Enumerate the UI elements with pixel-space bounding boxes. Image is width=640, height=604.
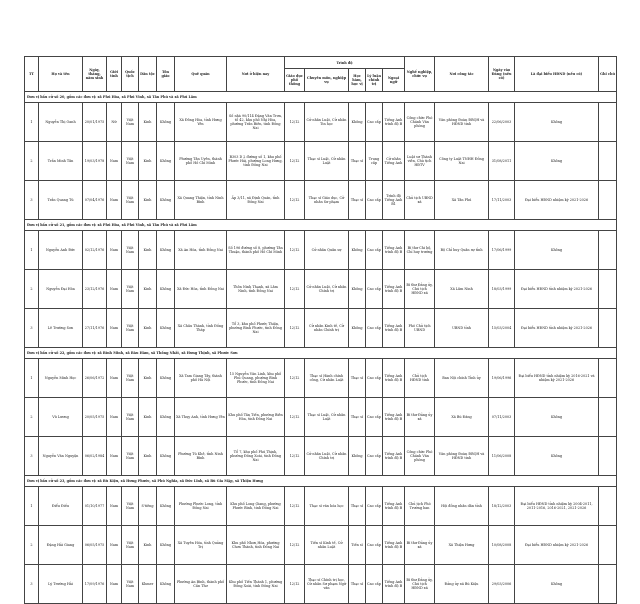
candidate-row bbox=[25, 103, 617, 142]
cell-dob: 23/12/1976 bbox=[83, 270, 107, 309]
cell-hometown: Xã Đông Hòa, tỉnh Hưng Yên bbox=[175, 103, 227, 142]
cell-general: 12/12 bbox=[285, 487, 305, 526]
col-residence: Nơi ở hiện nay bbox=[227, 57, 285, 92]
cell-ethnic: Kinh bbox=[139, 437, 157, 476]
cell-notes bbox=[599, 487, 617, 526]
cell-dob: 19/03/1978 bbox=[83, 142, 107, 181]
cell-language: Tiếng Anh trình độ B bbox=[383, 526, 405, 565]
cell-name: Lý Trường Hải bbox=[39, 565, 83, 604]
cell-gender: Nam bbox=[107, 487, 122, 526]
cell-workplace: Công ty Luật TNHH Đồng Nai bbox=[435, 142, 489, 181]
cell-notes bbox=[599, 270, 617, 309]
col-degree: Học hàm, học vị bbox=[349, 69, 366, 92]
cell-hometown: Xã Thụy Anh, tỉnh Hưng Yên bbox=[175, 398, 227, 437]
cell-specialty: Thạc sĩ Luật, Cử nhân Luật bbox=[305, 398, 349, 437]
cell-name: Đặng Hải Giang bbox=[39, 526, 83, 565]
cell-party-date: 10/08/2008 bbox=[489, 526, 515, 565]
cell-council: Không bbox=[515, 103, 599, 142]
cell-hometown: Xã Tam Giang Tây, thành phố Hà Nội bbox=[175, 359, 227, 398]
cell-politics: Cao cấp bbox=[366, 103, 383, 142]
cell-stt: 1 bbox=[25, 103, 39, 142]
candidate-table bbox=[24, 56, 617, 604]
cell-council: Không bbox=[515, 398, 599, 437]
cell-dob: 02/12/1976 bbox=[83, 231, 107, 270]
cell-specialty: Thạc sĩ Luật, Cử nhân Luật bbox=[305, 142, 349, 181]
cell-religion: Không bbox=[157, 231, 175, 270]
cell-ethnic: Kinh bbox=[139, 270, 157, 309]
cell-nationality: Việt Nam bbox=[122, 231, 139, 270]
cell-occupation: Công chức Phó Chánh Văn phòng bbox=[405, 437, 435, 476]
cell-party-date: 29/03/2006 bbox=[489, 565, 515, 604]
cell-workplace: Đảng ủy xã Bù Kiệu bbox=[435, 565, 489, 604]
cell-degree: Tiến sĩ bbox=[349, 526, 366, 565]
cell-religion: Không bbox=[157, 270, 175, 309]
cell-council: Không bbox=[515, 565, 599, 604]
cell-gender: Nam bbox=[107, 398, 122, 437]
cell-nationality: Việt Nam bbox=[122, 181, 139, 220]
cell-hometown: Phường An Bình, thành phố Cần Thơ bbox=[175, 565, 227, 604]
cell-specialty: Thạc sĩ Giáo dục, Cử nhân Sư phạm bbox=[305, 181, 349, 220]
cell-stt: 3 bbox=[25, 181, 39, 220]
cell-ethnic: Kinh bbox=[139, 103, 157, 142]
cell-religion: Không bbox=[157, 437, 175, 476]
cell-ethnic: Kinh bbox=[139, 231, 157, 270]
cell-religion: Không bbox=[157, 565, 175, 604]
cell-nationality: Việt Nam bbox=[122, 526, 139, 565]
cell-notes bbox=[599, 103, 617, 142]
cell-workplace: Xã Lâm Ninh bbox=[435, 270, 489, 309]
cell-nationality: Việt Nam bbox=[122, 309, 139, 348]
cell-politics: Cao cấp bbox=[366, 437, 383, 476]
cell-dob: 20/01/1975 bbox=[83, 103, 107, 142]
cell-council: Đại biểu HĐND tỉnh nhiệm kỳ 2021-2026 bbox=[515, 270, 599, 309]
cell-religion: Không bbox=[157, 487, 175, 526]
cell-gender: Nam bbox=[107, 565, 122, 604]
cell-council: Đại biểu HĐND nhiệm kỳ 2021-2026 bbox=[515, 181, 599, 220]
cell-party-date: 19/06/1996 bbox=[489, 359, 515, 398]
col-workplace: Nơi công tác bbox=[435, 57, 489, 92]
constituency-title: Đơn vị bầu cử số 21, gồm các đơn vị: xã Phú Hòa, xã Phú Vinh, xã Tân Phú và xã Phú Lâm bbox=[25, 220, 617, 231]
cell-party-date: 31/08/2011 bbox=[489, 142, 515, 181]
cell-nationality: Việt Nam bbox=[122, 398, 139, 437]
cell-council: Không bbox=[515, 231, 599, 270]
cell-gender: Nam bbox=[107, 437, 122, 476]
candidate-row bbox=[25, 309, 617, 348]
cell-specialty: Cử nhân Luật, Cử nhân Chính trị bbox=[305, 437, 349, 476]
cell-stt: 2 bbox=[25, 270, 39, 309]
cell-workplace: Văn phòng Đoàn ĐBQH và HĐND tỉnh bbox=[435, 437, 489, 476]
cell-gender: Nữ bbox=[107, 103, 122, 142]
cell-ethnic: S'tiêng bbox=[139, 487, 157, 526]
constituency-row bbox=[25, 476, 617, 487]
cell-degree: Không bbox=[349, 437, 366, 476]
cell-gender: Nam bbox=[107, 231, 122, 270]
cell-name: Trần Minh Tân bbox=[39, 142, 83, 181]
cell-dob: 06/05/1975 bbox=[83, 526, 107, 565]
cell-gender: Nam bbox=[107, 142, 122, 181]
cell-occupation: Chủ tịch HĐND tỉnh bbox=[405, 359, 435, 398]
cell-language: Tiếng Anh trình độ B bbox=[383, 231, 405, 270]
cell-religion: Không bbox=[157, 142, 175, 181]
cell-politics: Cao cấp bbox=[366, 398, 383, 437]
col-party-date: Ngày vào Đảng (nếu có) bbox=[489, 57, 515, 92]
cell-language: Tiếng Anh trình độ B bbox=[383, 359, 405, 398]
cell-occupation: Bí thư Đảng ủy, Chủ tịch HĐND xã bbox=[405, 565, 435, 604]
col-dob: Ngày, tháng, năm sinh bbox=[83, 57, 107, 92]
cell-council: Đại biểu HĐND tỉnh nhiệm kỳ 2016-2021 và nhiệm kỳ 2021-2026 bbox=[515, 359, 599, 398]
cell-specialty: Cử nhân Luật, Cử nhân Tin học bbox=[305, 103, 349, 142]
col-council: Là đại biểu HĐND (nếu có) bbox=[515, 57, 599, 92]
cell-degree: Thạc sĩ bbox=[349, 142, 366, 181]
table-header bbox=[25, 57, 617, 92]
cell-gender: Nam bbox=[107, 270, 122, 309]
cell-religion: Không bbox=[157, 359, 175, 398]
cell-general: 12/12 bbox=[285, 270, 305, 309]
cell-general: 12/12 bbox=[285, 437, 305, 476]
cell-politics: Cao cấp bbox=[366, 309, 383, 348]
cell-party-date: 18/12/2003 bbox=[489, 487, 515, 526]
cell-workplace: Xã Thiện Hưng bbox=[435, 526, 489, 565]
cell-gender: Nam bbox=[107, 359, 122, 398]
cell-name: Nguyễn Thị Oanh bbox=[39, 103, 83, 142]
col-gender: Giới tính bbox=[107, 57, 122, 92]
cell-residence: Thôn Ninh Thạnh, xã Lâm Ninh, tỉnh Đồng Nai bbox=[227, 270, 285, 309]
cell-nationality: Việt Nam bbox=[122, 487, 139, 526]
cell-stt: 1 bbox=[25, 487, 39, 526]
cell-occupation: Bí thư Đảng ủy xã bbox=[405, 526, 435, 565]
cell-party-date: 17/06/1999 bbox=[489, 231, 515, 270]
col-education-group: Trình độ bbox=[285, 57, 405, 69]
cell-party-date: 22/06/2003 bbox=[489, 103, 515, 142]
cell-general: 12/12 bbox=[285, 309, 305, 348]
cell-residence: Ấp 3/11, xã Định Quán, tỉnh Đồng Nai bbox=[227, 181, 285, 220]
table-body bbox=[25, 92, 617, 604]
cell-residence: Khu phố Nhơn Hòa, phường Chơn Thành, tỉnh Đồng Nai bbox=[227, 526, 285, 565]
cell-religion: Không bbox=[157, 526, 175, 565]
cell-workplace: Xã Bù Đăng bbox=[435, 398, 489, 437]
cell-occupation: Bí thư Đảng ủy xã bbox=[405, 398, 435, 437]
cell-hometown: Phường Tú Khê, tỉnh Ninh Bình bbox=[175, 437, 227, 476]
cell-residence: Khu phố Tân Tiến, phường Biên Hòa, tỉnh Đồng Nai bbox=[227, 398, 285, 437]
col-notes: Ghi chú bbox=[599, 57, 617, 92]
cell-degree: Thạc sĩ bbox=[349, 181, 366, 220]
cell-name: Nguyễn Minh Học bbox=[39, 359, 83, 398]
cell-politics: Cao cấp bbox=[366, 487, 383, 526]
cell-stt: 3 bbox=[25, 309, 39, 348]
cell-general: 12/12 bbox=[285, 231, 305, 270]
constituency-title: Đơn vị bầu cử số 20, gồm các đơn vị: xã Phú Hòa, xã Phú Vinh, xã Tân Phú và xã Phú Lâm bbox=[25, 92, 617, 103]
col-general-edu: Giáo dục phổ thông bbox=[285, 69, 305, 92]
cell-language: Tiếng Anh trình độ B bbox=[383, 103, 405, 142]
candidate-row bbox=[25, 270, 617, 309]
cell-ethnic: Kinh bbox=[139, 398, 157, 437]
cell-notes bbox=[599, 526, 617, 565]
col-specialty: Chuyên môn, nghiệp vụ bbox=[305, 69, 349, 92]
cell-dob: 07/04/1976 bbox=[83, 181, 107, 220]
cell-workplace: UBND tỉnh bbox=[435, 309, 489, 348]
candidate-row bbox=[25, 142, 617, 181]
constituency-row bbox=[25, 220, 617, 231]
cell-hometown: Xã Châu Thành, tỉnh Đồng Tháp bbox=[175, 309, 227, 348]
cell-dob: 26/06/1972 bbox=[83, 359, 107, 398]
constituency-row bbox=[25, 92, 617, 103]
cell-stt: 2 bbox=[25, 526, 39, 565]
col-politics: Lý luận chính trị bbox=[366, 69, 383, 92]
cell-stt: 3 bbox=[25, 437, 39, 476]
cell-stt: 3 bbox=[25, 565, 39, 604]
col-occupation: Nghề nghiệp, chức vụ bbox=[405, 57, 435, 92]
cell-degree: Thạc sĩ bbox=[349, 398, 366, 437]
cell-residence: Khu phố Tiến Thành 1, phường Đồng Xoài, tỉnh Đồng Nai bbox=[227, 565, 285, 604]
cell-degree: Không bbox=[349, 309, 366, 348]
cell-workplace: Hội đồng nhân dân tỉnh bbox=[435, 487, 489, 526]
cell-nationality: Việt Nam bbox=[122, 359, 139, 398]
cell-nationality: Việt Nam bbox=[122, 565, 139, 604]
cell-name: Điểu Điều bbox=[39, 487, 83, 526]
cell-ethnic: Khmer bbox=[139, 565, 157, 604]
cell-ethnic: Kinh bbox=[139, 359, 157, 398]
cell-occupation: Phó Chủ tịch UBND bbox=[405, 309, 435, 348]
cell-residence: B303 D 2 đường số 1, khu phố Phước Hải, phường Long Hưng, tỉnh Đồng Nai bbox=[227, 142, 285, 181]
cell-specialty: Tiến sĩ Kinh tế, Cử nhân Luật bbox=[305, 526, 349, 565]
cell-ethnic: Kinh bbox=[139, 181, 157, 220]
cell-language: Tiếng Anh trình độ B bbox=[383, 487, 405, 526]
cell-hometown: Phường Tân Uyên, thành phố Hồ Chí Minh bbox=[175, 142, 227, 181]
cell-language: Cử nhân Tiếng Anh bbox=[383, 142, 405, 181]
cell-general: 12/12 bbox=[285, 526, 305, 565]
cell-specialty: Cử nhân Kinh tế, Cử nhân Chính trị bbox=[305, 309, 349, 348]
candidate-row bbox=[25, 398, 617, 437]
cell-nationality: Việt Nam bbox=[122, 437, 139, 476]
cell-politics: Cao cấp bbox=[366, 565, 383, 604]
cell-party-date: 17/11/2003 bbox=[489, 181, 515, 220]
cell-council: Đại biểu HĐND tỉnh nhiệm kỳ 2004-2011, 2011-2016, 2016-2021, 2021-2026 bbox=[515, 487, 599, 526]
cell-dob: 20/05/1975 bbox=[83, 398, 107, 437]
cell-general: 12/12 bbox=[285, 565, 305, 604]
cell-notes bbox=[599, 231, 617, 270]
candidate-row bbox=[25, 487, 617, 526]
cell-residence: Số 196 đường số 8, phường Tân Thuận, thành phố Hồ Chí Minh bbox=[227, 231, 285, 270]
cell-name: Nguyễn Anh Đức bbox=[39, 231, 83, 270]
cell-hometown: Xã An Hòa, tỉnh Đồng Nai bbox=[175, 231, 227, 270]
cell-specialty: Cử nhân Quân sự bbox=[305, 231, 349, 270]
cell-gender: Nam bbox=[107, 526, 122, 565]
candidate-row bbox=[25, 437, 617, 476]
candidate-row bbox=[25, 526, 617, 565]
cell-religion: Không bbox=[157, 309, 175, 348]
cell-council: Đại biểu HĐND nhiệm kỳ 2021-2026 bbox=[515, 526, 599, 565]
cell-stt: 1 bbox=[25, 359, 39, 398]
cell-general: 12/12 bbox=[285, 142, 305, 181]
cell-occupation: Bí thư Đảng ủy, Chủ tịch HĐND xã bbox=[405, 270, 435, 309]
cell-politics: Cao cấp bbox=[366, 181, 383, 220]
cell-notes bbox=[599, 398, 617, 437]
cell-notes bbox=[599, 359, 617, 398]
cell-language: Tiếng Anh trình độ B bbox=[383, 398, 405, 437]
cell-degree: Không bbox=[349, 103, 366, 142]
cell-specialty: Thạc sĩ Chính trị học, Cử nhân Sư phạm Ngữ văn bbox=[305, 565, 349, 604]
cell-general: 12/12 bbox=[285, 359, 305, 398]
cell-occupation: Luật sư Thành viên, Chủ tịch HĐTV bbox=[405, 142, 435, 181]
cell-ethnic: Kinh bbox=[139, 309, 157, 348]
cell-council: Không bbox=[515, 437, 599, 476]
cell-politics: Cao cấp bbox=[366, 526, 383, 565]
cell-dob: 06/02/1984 bbox=[83, 437, 107, 476]
cell-politics: Cao cấp bbox=[366, 359, 383, 398]
cell-ethnic: Kinh bbox=[139, 142, 157, 181]
cell-party-date: 18/03/1999 bbox=[489, 270, 515, 309]
cell-specialty: Cử nhân Luật, Cử nhân Chính trị bbox=[305, 270, 349, 309]
cell-hometown: Xã Quang Thiện, tỉnh Ninh Bình bbox=[175, 181, 227, 220]
cell-dob: 01/10/1977 bbox=[83, 487, 107, 526]
constituency-title: Đơn vị bầu cử số 23, gồm các đơn vị: xã Bù Kiệu, xã Hưng Phước, xã Phú Nghĩa, xã Đức Lĩnh, xã Bù Gia Mập, xã Thiện Hưng bbox=[25, 476, 617, 487]
cell-stt: 2 bbox=[25, 398, 39, 437]
cell-degree: Thạc sĩ bbox=[349, 565, 366, 604]
cell-name: Lê Trường Sơn bbox=[39, 309, 83, 348]
cell-religion: Không bbox=[157, 181, 175, 220]
cell-religion: Không bbox=[157, 398, 175, 437]
col-religion: Tôn giáo bbox=[157, 57, 175, 92]
cell-dob: 27/11/1976 bbox=[83, 309, 107, 348]
cell-notes bbox=[599, 181, 617, 220]
col-ethnic: Dân tộc bbox=[139, 57, 157, 92]
cell-language: Trình độ Tiếng Anh B1 bbox=[383, 181, 405, 220]
cell-ethnic: Kinh bbox=[139, 526, 157, 565]
cell-workplace: Ban Nội chính Tỉnh ủy bbox=[435, 359, 489, 398]
col-name: Họ và tên bbox=[39, 57, 83, 92]
cell-occupation: Công chức Phó Chánh Văn phòng bbox=[405, 103, 435, 142]
cell-name: Trần Quang Tú bbox=[39, 181, 83, 220]
cell-occupation: Chủ tịch Phó Trưởng ban bbox=[405, 487, 435, 526]
cell-general: 12/12 bbox=[285, 103, 305, 142]
cell-language: Tiếng Anh trình độ B bbox=[383, 565, 405, 604]
cell-specialty: Thạc sĩ văn hóa học bbox=[305, 487, 349, 526]
cell-occupation: Bí thư Chi bộ, Chỉ huy trưởng bbox=[405, 231, 435, 270]
cell-gender: Nam bbox=[107, 309, 122, 348]
constituency-title: Đơn vị bầu cử số 22, gồm các đơn vị: xã Bình Minh, xã Bàu Hàm, xã Thống Nhất, xã Hưng Thịnh, xã Phước Sơn bbox=[25, 348, 617, 359]
cell-name: Nguyễn Văn Nguyện bbox=[39, 437, 83, 476]
cell-residence: Khu phố Long Giang, phường Phước Bình, tỉnh Đồng Nai bbox=[227, 487, 285, 526]
cell-degree: Thạc sĩ bbox=[349, 359, 366, 398]
cell-stt: 1 bbox=[25, 231, 39, 270]
cell-residence: Số nhà 90/114 Đặng Văn Trơn, tổ 42, khu phố Nhị Hòa, phường Trấn Biên, tỉnh Đồng Nai bbox=[227, 103, 285, 142]
cell-residence: Tổ 7, khu phố Phú Thịnh, phường Đồng Xoài, tỉnh Đồng Nai bbox=[227, 437, 285, 476]
cell-notes bbox=[599, 565, 617, 604]
cell-nationality: Việt Nam bbox=[122, 142, 139, 181]
candidate-row bbox=[25, 359, 617, 398]
cell-gender: Nam bbox=[107, 181, 122, 220]
cell-nationality: Việt Nam bbox=[122, 270, 139, 309]
cell-notes bbox=[599, 142, 617, 181]
cell-language: Tiếng Anh trình độ B bbox=[383, 309, 405, 348]
col-stt: TT bbox=[25, 57, 39, 92]
cell-party-date: 15/03/2004 bbox=[489, 309, 515, 348]
constituency-row bbox=[25, 348, 617, 359]
cell-name: Nguyễn Đại Hòa bbox=[39, 270, 83, 309]
cell-politics: Trung cấp bbox=[366, 142, 383, 181]
cell-language: Tiếng Anh trình độ B bbox=[383, 437, 405, 476]
col-hometown: Quê quán bbox=[175, 57, 227, 92]
candidate-row bbox=[25, 231, 617, 270]
cell-workplace: Bộ Chỉ huy Quân sự tỉnh bbox=[435, 231, 489, 270]
cell-general: 12/12 bbox=[285, 181, 305, 220]
cell-council: Không bbox=[515, 142, 599, 181]
cell-degree: Thạc sĩ bbox=[349, 487, 366, 526]
cell-dob: 17/09/1976 bbox=[83, 565, 107, 604]
cell-language: Tiếng Anh trình độ B bbox=[383, 270, 405, 309]
cell-residence: Tổ 3, khu phố Phước Thiện, phường Bình Phước, tỉnh Đồng Nai bbox=[227, 309, 285, 348]
candidate-row bbox=[25, 181, 617, 220]
cell-party-date: 07/11/2003 bbox=[489, 398, 515, 437]
cell-hometown: Xã Đức Hòa, tỉnh Đồng Nai bbox=[175, 270, 227, 309]
cell-hometown: Xã Tuyên Hóa, tỉnh Quảng Trị bbox=[175, 526, 227, 565]
cell-workplace: Xã Tân Phú bbox=[435, 181, 489, 220]
cell-general: 12/12 bbox=[285, 398, 305, 437]
cell-degree: Không bbox=[349, 231, 366, 270]
candidate-list-sheet bbox=[24, 56, 616, 604]
cell-degree: Không bbox=[349, 270, 366, 309]
cell-religion: Không bbox=[157, 103, 175, 142]
cell-politics: Cao cấp bbox=[366, 270, 383, 309]
cell-notes bbox=[599, 437, 617, 476]
col-nationality: Quốc tịch bbox=[122, 57, 139, 92]
cell-politics: Cao cấp bbox=[366, 231, 383, 270]
cell-residence: 15 Nguyễn Văn Linh, khu phố Phú Quang, phường Bình Phước, tỉnh Đồng Nai bbox=[227, 359, 285, 398]
cell-stt: 2 bbox=[25, 142, 39, 181]
cell-council: Đại biểu HĐND tỉnh nhiệm kỳ 2021-2026 bbox=[515, 309, 599, 348]
cell-name: Vũ Lương bbox=[39, 398, 83, 437]
cell-workplace: Văn phòng Đoàn ĐBQH và HĐND tỉnh bbox=[435, 103, 489, 142]
cell-specialty: Thạc sĩ Hành chính công, Cử nhân Luật bbox=[305, 359, 349, 398]
cell-occupation: Chủ tịch UBND xã bbox=[405, 181, 435, 220]
cell-notes bbox=[599, 309, 617, 348]
cell-hometown: Phường Phước Long, tỉnh Đồng Nai bbox=[175, 487, 227, 526]
col-language: Ngoại ngữ bbox=[383, 69, 405, 92]
candidate-row bbox=[25, 565, 617, 604]
cell-nationality: Việt Nam bbox=[122, 103, 139, 142]
cell-party-date: 11/06/2008 bbox=[489, 437, 515, 476]
